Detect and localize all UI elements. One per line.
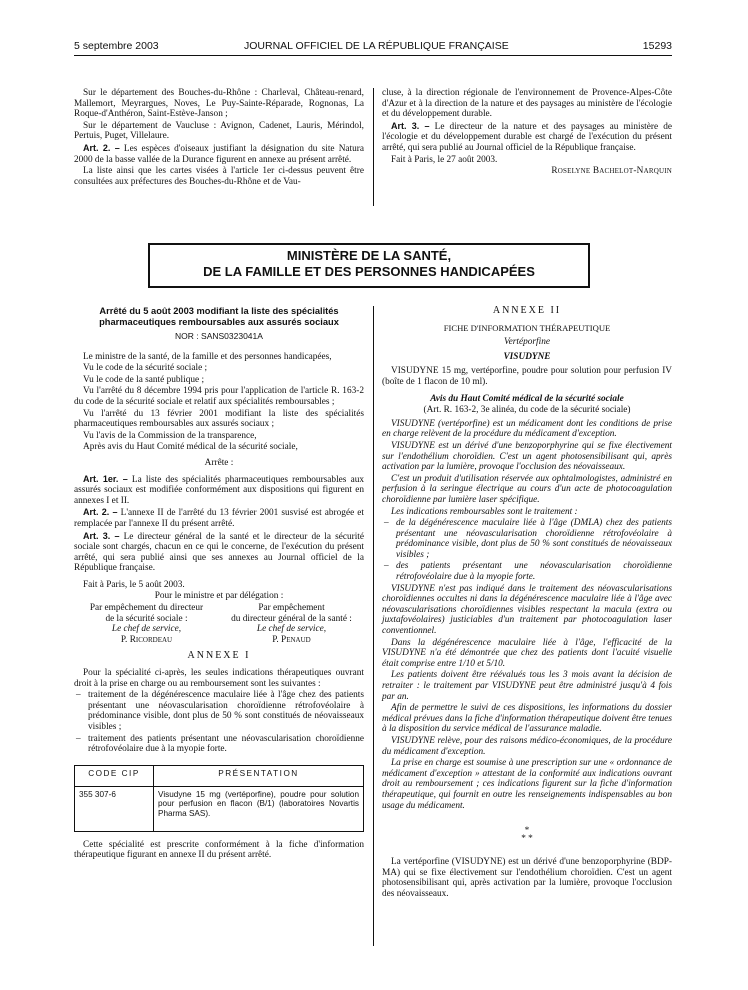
paragraph: Le ministre de la santé, de la famille et des personnes handicapées,: [83, 351, 332, 362]
table-cell: 355 307-6: [75, 786, 154, 831]
page-header: [74, 40, 672, 54]
paragraph: Cette spécialité est prescrite conformément à la fiche d'information thérapeutique figurant en annexe II du présent arrêté.: [74, 839, 364, 861]
paragraph: La prise en charge est soumise à une prescription sur une « ordonnance de médicament d'exception » attestant de la conformité aux indications ouvrant droit au remboursement ; ces indications figurent sur la fiche d'information thérapeutique, qui fournit en outre les renseignements indispensables au bon usage du médicament.: [382, 758, 672, 811]
ministry-banner: [148, 243, 590, 288]
indications-list: [382, 518, 672, 583]
article-label: Art. 2. –: [83, 142, 120, 153]
list-item: – traitement des patients présentant une néovascularisation choroïdienne rétrofovéolaire due à la myopie forte.: [74, 734, 364, 755]
top-right-column: [382, 88, 672, 178]
paragraph: Afin de permettre le suivi de ces dispositions, les informations du dossier médical prévues dans la fiche d'information thérapeutique doivent être tenues à la disposition du service médical de l'assurance maladie.: [382, 703, 672, 735]
separator-stars: * *: [521, 834, 533, 845]
delegation: Pour le ministre et par délégation :: [154, 591, 284, 602]
article-text: Les espèces d'oiseaux justifiant la désignation du site Natura 2000 de la basse vallée de la Durance figurent en annexe au présent arrêté.: [74, 143, 364, 165]
header-page-number: 15293: [642, 40, 672, 52]
paragraph: VISUDYNE n'est pas indiqué dans le traitement des néovascularisations choroïdiennes occultes ni dans la dégénérescence maculaire liée à l'âge avec néovascularisations choroïdiennes visibles respectant la macula (extra ou juxtafovéolaires) justiciables d'un traitement par photocoagulation laser conventionnel.: [382, 583, 672, 637]
article-text: L'annexe II de l'arrêté du 13 février 2001 susvisé est abrogée et remplacée par l'annexe II du présent arrêté.: [74, 508, 365, 529]
fiche-heading: FICHE D'INFORMATION THÉRAPEUTIQUE: [443, 322, 611, 333]
top-left-column: [74, 88, 364, 188]
annex-1-list: [74, 690, 364, 755]
signature-line: Le chef de service,: [111, 624, 182, 635]
paragraph: Sur le département des Bouches-du-Rhône : Charleval, Château-renard, Mallemort, Meyrargues, Noves, Le Puy-Sainte-Réparade, Rognonas, La Roque-d'Anthéron, Saint-Estève-Janson ;: [74, 88, 364, 120]
separator-star: *: [524, 826, 530, 837]
signature-name: P. Penaud: [272, 634, 311, 645]
header-rule: [74, 55, 672, 56]
list-item: – traitement de la dégénérescence maculaire liée à l'âge chez des patients présentant une néovascularisation choroïdienne rétrofovéolaire à prédominance visible, dont plus de 50 % sont constitués de néovaisseaux visibles ;: [74, 690, 364, 732]
paragraph: Vu l'arrêté du 8 décembre 1994 pris pour l'application de l'article R. 163-2 du code de la sécurité sociale et relatif aux spécialités remboursables ;: [74, 386, 364, 407]
paragraph: Vu l'arrêté du 13 février 2001 modifiant la liste des spécialités pharmaceutiques remboursables aux assurés sociaux ;: [74, 408, 364, 430]
header-date: 5 septembre 2003: [74, 40, 159, 52]
article-label: Art. 3. –: [391, 120, 430, 131]
presentation-table: [74, 765, 364, 832]
article-label: Art. 2. –: [83, 507, 118, 518]
signature-block: [74, 603, 364, 645]
signature-line: du directeur général de la santé :: [231, 613, 352, 624]
drug-brand: VISUDYNE: [503, 351, 551, 362]
article-3: [382, 121, 672, 154]
annex-1-heading: ANNEXE I: [187, 650, 251, 662]
column-divider: [373, 306, 374, 946]
paragraph: C'est un produit d'utilisation réservée aux ophtalmologistes, administré en perfusion à la seringue électrique au cours d'un acte de photocoagulation choroïdienne par lumière laser spécifique.: [382, 473, 672, 505]
list-item: – des patients présentant une néovascularisation choroïdienne rétrofovéolaire due à la myopie forte.: [382, 561, 672, 582]
article-1: [74, 474, 364, 507]
signature-right: [219, 603, 364, 645]
ministry-line-2: DE LA FAMILLE ET DES PERSONNES HANDICAPÉES: [203, 264, 535, 279]
article-text: Le directeur général de la santé et le directeur de la sécurité sociale sont chargés, chacun en ce qui le concerne, de l'exécution du présent arrêté, qui sera publié ainsi que ses annexes au Journal officiel de la République française.: [74, 531, 364, 574]
drug-name: Vertéporfine: [504, 337, 550, 348]
article-label: Art. 3. –: [83, 530, 120, 541]
arrete-heading: Arrête :: [204, 457, 234, 468]
nor-reference: NOR : SANS0323041A: [175, 331, 263, 341]
paragraph: VISUDYNE relève, pour des raisons médico-économiques, de la procédure du médicament d'exception.: [382, 735, 672, 757]
paragraph: Pour la spécialité ci-après, les seules indications thérapeutiques ouvrant droit à la prise en charge ou au remboursement sont les suivantes :: [74, 668, 364, 689]
paragraph: VISUDYNE est un dérivé d'une benzoporphyrine qui se fixe électivement sur l'endothélium choroïdien. C'est un agent photosensibilisant qui, après activation par la lumière, provoque l'occlusion des néovaisseaux.: [382, 440, 672, 473]
paragraph: Après avis du Haut Comité médical de la sécurité sociale,: [83, 442, 298, 453]
paragraph: La liste ainsi que les cartes visées à l'article 1er ci-dessus peuvent être consultées aux préfectures des Bouches-du-Rhône et de Vau-: [74, 166, 364, 187]
paragraph: Les indications remboursables sont le traitement :: [391, 506, 578, 517]
annex-2-heading: ANNEXE II: [492, 305, 562, 316]
column-divider: [373, 88, 374, 206]
article-label: Art. 1er. –: [83, 473, 128, 484]
avis-reference: (Art. R. 163-2, 3e alinéa, du code de la sécurité sociale): [423, 405, 631, 416]
article-2: [74, 507, 364, 529]
done-at: Fait à Paris, le 27 août 2003.: [391, 154, 498, 165]
paragraph: La vertéporfine (VISUDYNE) est un dérivé d'une benzoporphyrine (BDP-MA) qui se fixe électivement sur l'endothélium choroïdien. C'est un agent photosensibilisant qui, après activation par la lumière, provoque l'occlusion des néovaisseaux.: [382, 857, 672, 899]
section-separator: [382, 827, 672, 843]
list-item: – de la dégénérescence maculaire liée à l'âge (DMLA) chez des patients présentant une néovascularisation choroïdienne rétrofovéolaire à prédominance visible, dont plus de 50 % sont constitués de néovaisseaux visibles ;: [382, 518, 672, 560]
signature-line: de la sécurité sociale :: [105, 613, 188, 624]
paragraph: Vu le code de la sécurité sociale ;: [83, 363, 208, 374]
signature-line: Le chef de service,: [256, 624, 327, 635]
decree-title: Arrêté du 5 août 2003 modifiant la liste des spécialités pharmaceutiques remboursables aux assurés sociaux: [99, 306, 339, 327]
signature-left: [74, 603, 219, 645]
done-at: Fait à Paris, le 5 août 2003.: [83, 579, 185, 590]
paragraph: Vu l'avis de la Commission de la transparence,: [83, 430, 257, 441]
signature-line: Par empêchement: [258, 603, 325, 614]
paragraph: Les patients doivent être réévalués tous les 3 mois avant la décision de retraiter : le traitement par VISUDYNE peut être administré jusqu'à 4 fois par an.: [382, 670, 672, 702]
signature: Roselyne Bachelot-Narquin: [551, 166, 672, 177]
article-3: [74, 531, 364, 574]
avis-heading: Avis du Haut Comité médical de la sécurité sociale: [430, 393, 624, 404]
paragraph: VISUDYNE 15 mg, vertéporfine, poudre pour solution pour perfusion IV (boîte de 1 flacon de 10 ml).: [382, 366, 672, 387]
table-header: PRÉSENTATION: [154, 765, 364, 786]
table-header: CODE CIP: [75, 765, 154, 786]
ministry-line-1: MINISTÈRE DE LA SANTÉ,: [286, 248, 452, 263]
paragraph: cluse, à la direction régionale de l'environnement de Provence-Alpes-Côte d'Azur et à la direction de la nature et des paysages au ministère de l'écologie et du développement durable.: [382, 88, 672, 120]
table-header-row: [75, 765, 364, 786]
paragraph: Vu le code de la santé publique ;: [83, 374, 205, 385]
signature-line: Par empêchement du directeur: [89, 603, 204, 614]
signature-name: P. Ricordeau: [120, 634, 173, 645]
avis-body: [382, 419, 672, 811]
table-cell: Visudyne 15 mg (vertéporfine), poudre pour solution pour perfusion en flacon (B/1) (laboratoires Novartis Pharma SAS).: [154, 786, 364, 831]
article-text: Le directeur de la nature et des paysages au ministère de l'écologie et du développement durable est chargé de l'exécution du présent arrêté, qui sera publié au Journal officiel de la République française.: [382, 121, 672, 153]
paragraph: VISUDYNE (vertéporfine) est un médicament dont les conditions de prise en charge relèvent de la procédure du médicament d'exception.: [382, 418, 672, 440]
article-2: [74, 143, 364, 165]
article-text: La liste des spécialités pharmaceutiques remboursables aux assurés sociaux est modifiée conformément aux dispositions qui figurent en annexes I et II.: [74, 474, 364, 506]
paragraph: Dans la dégénérescence maculaire liée à l'âge, l'efficacité de la VISUDYNE n'a été démontrée que chez des patients dont l'acuité visuelle était comprise entre 1/10 et 5/10.: [382, 637, 672, 669]
main-right-column: [382, 306, 672, 901]
table-row: [75, 786, 364, 831]
main-left-column: [74, 306, 364, 862]
paragraph: Sur le département de Vaucluse : Avignon, Cadenet, Lauris, Mérindol, Pertuis, Puget, Villelaure.: [74, 120, 364, 142]
header-journal-title: JOURNAL OFFICIEL DE LA RÉPUBLIQUE FRANÇAISE: [244, 40, 509, 52]
